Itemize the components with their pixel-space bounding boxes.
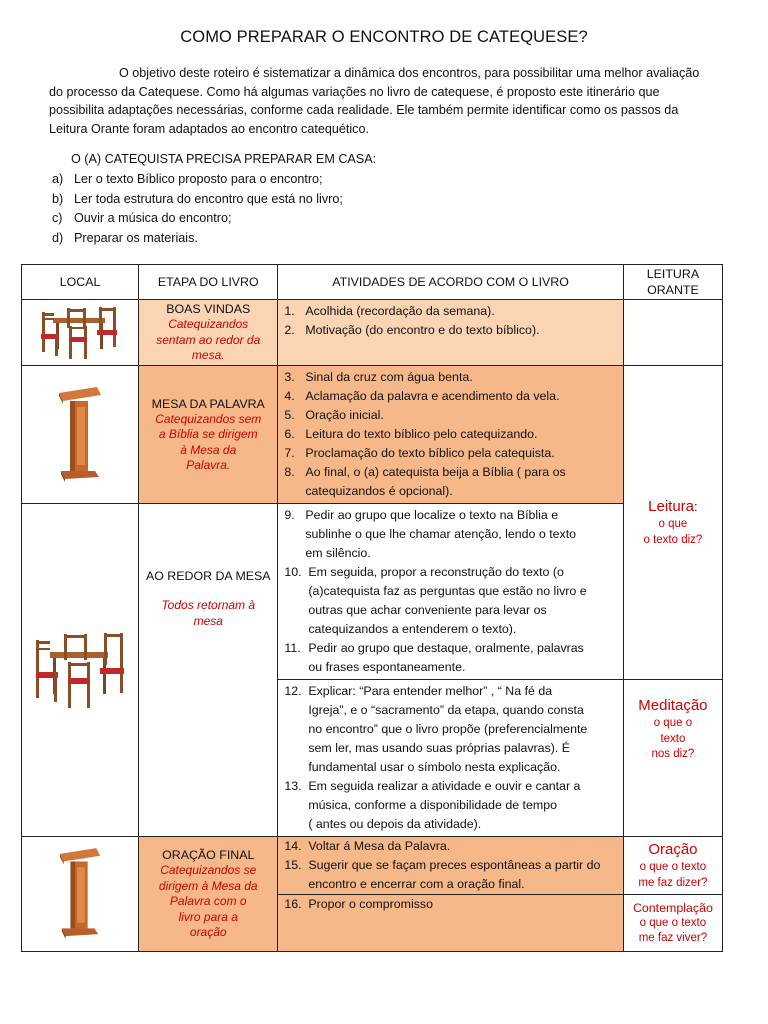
activity-text: Voltar á Mesa da Palavra. [308,839,451,853]
intro-line: possibilita adaptações necessárias, conforme cada realidade. Ele também permite identificar como os passos da [49,103,679,117]
activity-text: Motivação (do encontro e do texto bíblico). [305,323,540,337]
activity-number: 9. [284,508,295,522]
leitura-cell [623,895,722,952]
activity-item [284,639,618,658]
activity-text: (a)catequista faz as perguntas que estão no livro e [308,584,587,598]
encounter-table [21,264,723,952]
activity-number [284,758,308,777]
activity-item [284,525,618,544]
activity-item [284,620,618,639]
activity-text: Ao final, o (a) catequista beija a Bíblia ( para os [305,465,566,479]
activity-item [284,758,618,777]
activity-text: Acolhida (recordação da semana). [305,304,495,318]
intro-line: do processo da Catequese. Como há algumas variações no livro de catequese, é proposto este itinerário que [49,84,660,99]
list-text: Preparar os materiais. [74,230,198,245]
activity-item [284,701,618,720]
activity-item [284,463,618,482]
activity-item [284,720,618,739]
list-marker: a) [52,172,64,186]
etapa-name: AO REDOR DA MESA [145,569,271,583]
activity-number [284,525,305,544]
page-title: COMO PREPARAR O ENCONTRO DE CATEQUESE? [180,28,588,46]
activity-item [284,777,618,796]
activity-item [284,482,618,501]
etapa-sub: Todos retornam à [161,598,256,612]
leitura-cell [623,366,722,680]
activity-number: 7. [284,446,295,460]
etapa-cell [139,366,278,504]
activity-text: Oração inicial. [305,408,384,422]
activity-text: catequizandos a entenderem o texto). [308,622,517,636]
activity-text: outras que achar conveniente para levar os [308,603,547,617]
leitura-head-text: Leitura [648,498,695,515]
activities-cell [278,366,623,504]
activity-text: Leitura do texto bíblico pelo catequizando. [305,427,538,441]
leitura-cell [623,837,722,895]
activity-item [284,425,618,444]
table-row [22,300,723,366]
etapa-cell [139,504,278,837]
header-etapa: ETAPA DO LIVRO [139,265,278,300]
table-header-row [22,265,723,300]
leitura-cell [623,680,722,837]
etapa-sub: Palavra com o [169,894,247,909]
activities-cell [278,504,623,680]
intro-paragraph [49,64,721,138]
activity-number [284,582,308,601]
list-item [52,190,343,210]
etapa-sub: Palavra. [186,458,231,472]
activity-text: encontro e encerrar com a oração final. [308,877,525,891]
local-cell [22,300,139,366]
leitura-step-sub: o que o texto [639,861,707,873]
list-text: Ouvir a música do encontro; [74,211,232,225]
activity-number: 11. [284,641,301,655]
etapa-sub: sentam ao redor da [156,332,261,347]
activities-cell [278,895,623,952]
activity-text: Explicar: “Para entender melhor” , “ Na fé da [308,684,553,698]
list-marker: c) [52,211,63,225]
header-atividades: ATIVIDADES DE ACORDO COM O LIVRO [278,265,623,300]
activity-text: ( antes ou depois da atividade). [308,817,482,831]
activity-item [284,837,618,856]
activity-item [284,875,618,894]
activities-list [278,504,622,679]
activity-number: 2. [284,323,295,337]
prep-heading: O (A) CATEQUISTA PRECISA PREPARAR EM CASA: [71,152,377,166]
table-row [22,504,723,680]
etapa-sub: a Bíblia se dirigem [158,427,258,441]
activity-item [284,444,618,463]
etapa-sub: oração [189,925,227,940]
activity-text: Aclamação da palavra e acendimento da vela. [305,389,560,403]
activity-text: catequizandos é opcional). [305,484,453,498]
activity-number [284,658,308,677]
leitura-step-sub: nos diz? [651,748,695,760]
activity-number: 12. [284,684,302,698]
activity-number: 3. [284,370,295,384]
activity-number [284,544,305,563]
lectern-icon [57,427,103,441]
activity-item [284,406,618,425]
leitura-step-title: Meditação [638,697,708,714]
etapa-cell [139,837,278,952]
list-text: Ler o texto Bíblico proposto para o encontro; [74,172,323,186]
activity-item [284,682,618,701]
activity-number: 5. [284,408,295,422]
activity-number [284,875,308,894]
etapa-cell [139,300,278,366]
list-marker: d) [52,230,64,245]
activities-cell [278,837,623,895]
activity-text: Sinal da cruz com água benta. [305,370,473,384]
activity-item [284,796,618,815]
local-cell [22,504,139,837]
activity-item [284,815,618,834]
table-chairs-icon [34,662,126,676]
activities-list [278,895,622,916]
leitura-colon: : [694,499,698,514]
activity-text: em silêncio. [305,546,371,560]
lectern-icon [58,886,102,900]
activities-list [278,366,622,503]
etapa-sub: Catequizandos [168,317,249,332]
activity-number [284,482,305,501]
activity-item [284,739,618,758]
activity-number [284,720,308,739]
activity-text: Proclamação do texto bíblico pela catequista. [305,446,555,460]
activity-item [284,387,618,406]
activity-text: no encontro” que o livro propõe (preferencialmente [308,722,588,736]
activities-list [278,837,622,894]
table-chairs-icon [39,325,121,339]
activity-text: Propor o compromisso [308,897,433,911]
activity-item [284,856,618,875]
activity-text: Sugerir que se façam preces espontâneas a partir do [308,858,601,872]
activity-text: sem ler, mas usando suas próprias palavras). É [308,741,571,755]
intro-line: Leitura Orante foram adaptados ao encontro catequético. [49,121,369,136]
etapa-sub: mesa [193,613,223,628]
activity-number [284,620,308,639]
leitura-step-title: Oração [648,841,698,858]
activity-item [284,368,618,387]
activity-number [284,815,308,834]
list-marker: b) [52,191,64,206]
local-cell [22,366,139,504]
activities-cell [278,300,623,366]
prep-list [52,170,343,248]
activities-list [278,300,622,342]
activity-number: 6. [284,427,295,441]
activity-text: sublinhe o que lhe chamar atenção, lendo o texto [305,527,577,541]
activity-text: Pedir ao grupo que localize o texto na Bíblia e [305,508,559,522]
list-item [52,229,343,249]
etapa-sub: dirigem à Mesa da [158,878,258,893]
leitura-step-sub: o texto diz? [643,533,703,546]
header-local: LOCAL [22,265,139,300]
activity-number: 14. [284,839,302,853]
activity-item [284,544,618,563]
list-item [52,170,343,190]
activity-text: Igreja”, e o “sacramento” da etapa, quando consta [308,703,584,717]
list-item [52,209,343,229]
activity-number [284,796,308,815]
activity-number [284,601,308,620]
activity-item [284,582,618,601]
header-leitura-l2: ORANTE [647,283,699,297]
activity-number: 10. [284,565,302,579]
table-row [22,837,723,895]
etapa-sub: Catequizandos sem [155,411,262,426]
activity-text: Pedir ao grupo que destaque, oralmente, palavras [308,641,584,655]
activity-number [284,739,308,758]
list-text: Ler toda estrutura do encontro que está no livro; [74,191,343,206]
leitura-step-sub: texto [660,732,686,745]
etapa-name: ORAÇÃO FINAL [162,848,255,863]
activity-item [284,302,618,321]
leitura-step-sub: o que o [653,717,693,729]
leitura-step-sub: me faz dizer? [638,876,708,889]
etapa-sub: à Mesa da [180,442,237,457]
activity-item [284,563,618,582]
etapa-name: MESA DA PALAVRA [151,396,265,411]
activity-number: 4. [284,389,295,403]
etapa-sub: mesa. [191,348,225,363]
leitura-step-title [624,497,722,517]
header-leitura [623,265,722,300]
etapa-sub: Catequizandos se [160,863,257,878]
local-cell [22,837,139,952]
etapa-sub: livro para a [178,909,238,924]
activities-cell [278,680,623,837]
activity-text: ou frases espontaneamente. [308,660,466,674]
activity-text: Em seguida realizar a atividade e ouvir e cantar a [308,779,581,793]
activity-number: 13. [284,779,302,793]
activity-item [284,601,618,620]
leitura-cell-empty [623,300,722,366]
activity-number: 16. [284,897,302,911]
activity-text: fundamental usar o símbolo nesta explicação. [308,760,561,774]
leitura-step-title: Contemplação [632,900,713,915]
leitura-step-sub: me faz viver? [638,932,708,944]
activity-number: 15. [284,858,302,872]
activity-number: 1. [284,304,295,318]
activity-number: 8. [284,465,295,479]
activity-item [284,506,618,525]
activity-number [284,701,308,720]
header-leitura-l1: LEITURA [646,267,700,281]
etapa-name: BOAS VINDAS [166,302,251,317]
activity-item [284,321,618,340]
intro-line: O objetivo deste roteiro é sistematizar a dinâmica dos encontros, para possibilitar uma melhor avaliação [119,66,700,80]
activities-list [278,680,622,836]
activity-item [284,895,618,914]
table-row [22,366,723,504]
activity-text: Em seguida, propor a reconstrução do texto (o [308,565,564,579]
leitura-step-sub: o que o texto [639,916,707,929]
activity-item [284,658,618,677]
activity-text: música, conforme a disponibilidade de tempo [308,798,557,812]
leitura-step-sub: o que [658,518,688,530]
